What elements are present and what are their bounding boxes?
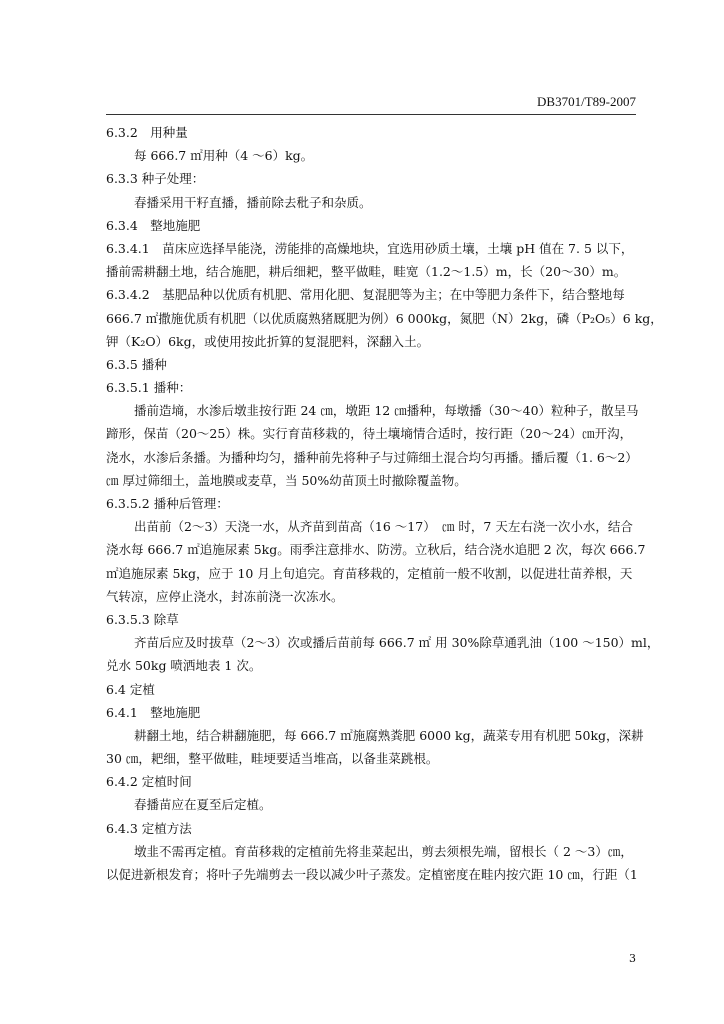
section-heading: 6.3.4.2 基肥品种以优质有机肥、常用化肥、复混肥等为主；在中等肥力条件下，结合整地每 [106,287,625,303]
paragraph-line: 666.7 ㎡撒施优质有机肥（以优质腐熟猪厩肥为例）6 000kg，氮肥（N）2kg，磷（P₂O₅）6 kg， [106,310,663,326]
paragraph-line: 蹄形，保苗（20～25）株。实行育苗移栽的，待土壤墒情合适时，按行距（20～24）㎝开沟， [106,426,633,442]
paragraph-line: ㎡追施尿素 5kg，应于 10 月上旬追完。育苗移栽的，定植前一般不收割，以促进壮苗养根，天 [106,565,633,581]
paragraph-line: 钾（K₂O）6kg，或使用按此折算的复混肥料，深翻入土。 [106,333,430,349]
paragraph-line: 每 666.7 ㎡用种（4 ～6）kg。 [134,148,314,164]
paragraph-line: 浇水每 666.7 ㎡追施尿素 5kg。雨季注意排水、防涝。立秋后，结合浇水追肥 2 次，每次 666.7 [106,542,646,558]
paragraph-line: 30 ㎝，耙细，整平做畦，畦埂要适当堆高，以备韭菜跳根。 [106,751,439,767]
section-heading: 6.4.1 整地施肥 [106,704,201,720]
section-heading: 6.4 定植 [106,681,155,697]
section-heading: 6.3.5.3 除草 [106,611,179,627]
page-number: 3 [629,952,636,965]
header-rule [106,114,636,115]
paragraph-line: 墩韭不需再定植。育苗移栽的定植前先将韭菜起出，剪去须根先端，留根长（ 2 ～3）㎝， [134,843,633,859]
section-heading: 6.3.5 播种 [106,356,167,372]
paragraph-line: 播前需耕翻土地，结合施肥，耕后细耙，整平做畦，畦宽（1.2～1.5）m，长（20～30）m。 [106,264,627,280]
paragraph-line: 春播采用干籽直播，播前除去秕子和杂质。 [134,194,372,210]
paragraph-line: 气转凉，应停止浇水，封冻前浇一次冻水。 [106,588,344,604]
section-heading: 6.3.5.2 播种后管理： [106,496,229,511]
section-heading: 6.3.4.1 苗床应选择旱能浇，涝能排的高燥地块，宜选用砂质土壤，土壤 pH 值在 7. 5 以下， [106,240,634,256]
paragraph-line: 以促进新根发育；将叶子先端剪去一段以减少叶子蒸发。定植密度在畦内按穴距 10 ㎝，行距（1 [106,867,638,882]
paragraph-line: 浇水，水渗后条播。为播种均匀，播种前先将种子与过筛细土混合均匀再播。播后覆（1. 6～2） [106,449,638,465]
paragraph-line: 出苗前（2～3）天浇一水，从齐苗到苗高（16 ～17） ㎝ 时，7 天左右浇一次小水，结合 [134,519,633,535]
paragraph-line: 耕翻土地，结合耕翻施肥，每 666.7 ㎡施腐熟粪肥 6000 kg，蔬菜专用有机肥 50kg，深耕 [134,727,644,743]
paragraph-line: ㎝ 厚过筛细土，盖地膜或麦草，当 50%幼苗顶土时撤除覆盖物。 [106,472,467,488]
paragraph-line: 春播苗应在夏至后定植。 [134,797,272,813]
section-heading: 6.3.2 用种量 [106,125,188,140]
paragraph-line: 齐苗后应及时拔草（2～3）次或播后苗前每 666.7 ㎡ 用 30%除草通乳油（100 ～150）ml， [134,635,660,651]
document-body [106,121,663,886]
section-heading: 6.3.5.1 播种： [106,380,192,396]
paragraph-line: 播前造墒，水渗后墩韭按行距 24 ㎝，墩距 12 ㎝播种，每墩播（30～40）粒种子，散呈马 [134,403,639,419]
paragraph-line: 兑水 50kg 喷洒地表 1 次。 [106,658,262,674]
section-heading: 6.4.3 定植方法 [106,820,192,836]
section-heading: 6.3.3 种子处理： [106,171,205,187]
section-heading: 6.4.2 定植时间 [106,774,192,790]
section-heading: 6.3.4 整地施肥 [106,217,201,233]
document-code: DB3701/T89-2007 [537,94,636,109]
